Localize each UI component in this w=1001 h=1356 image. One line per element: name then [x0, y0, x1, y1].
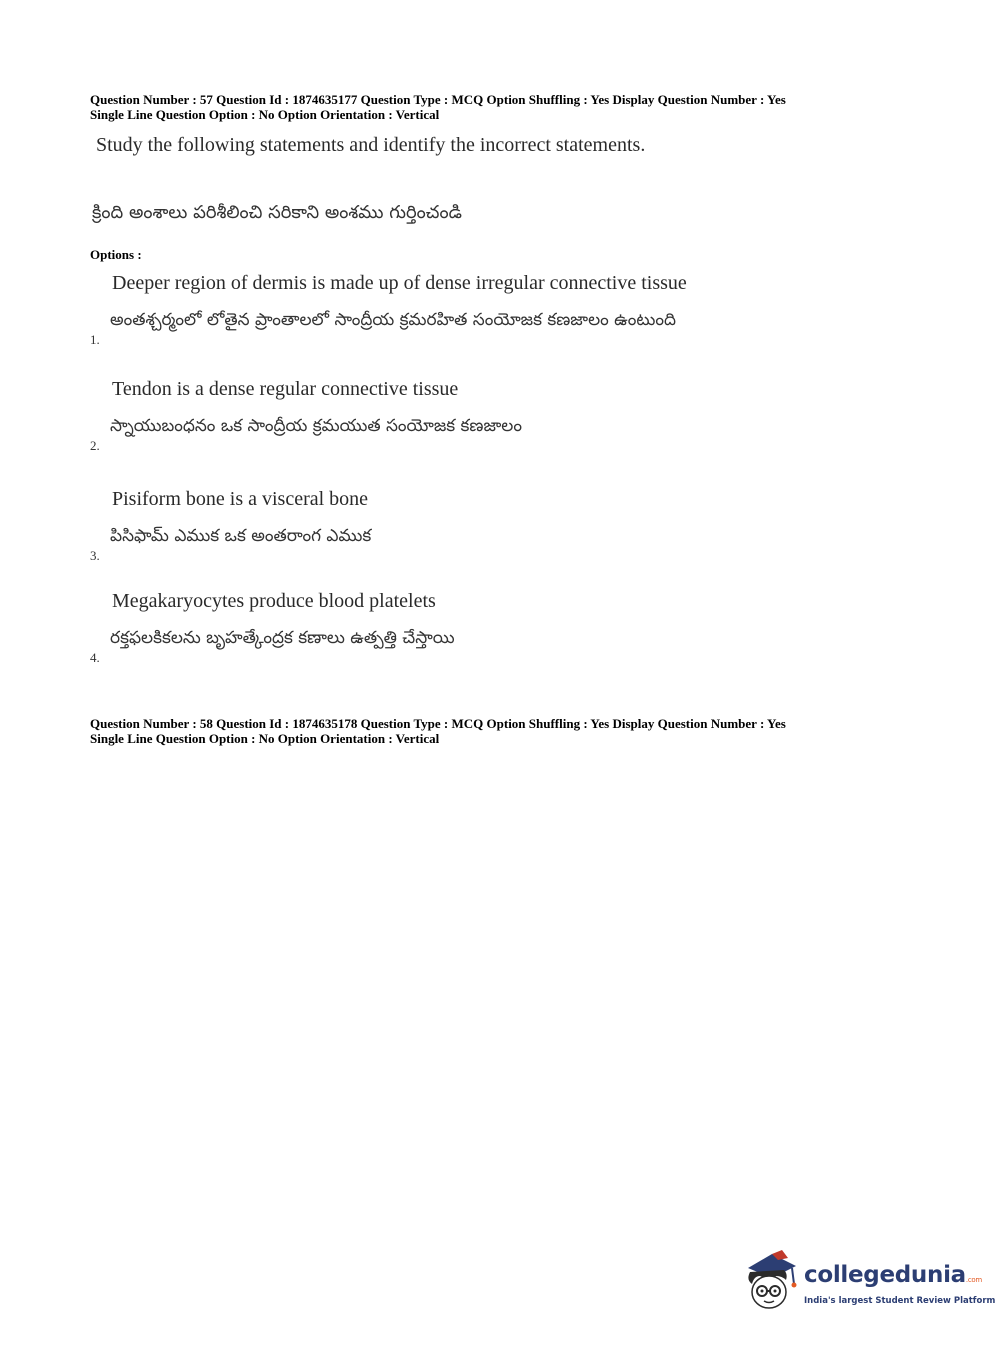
option-number: 3. [90, 548, 100, 563]
option-3 [88, 488, 908, 566]
option-text-telugu: పిసిఫామ్ ఎముక ఒక అంతరాంగ ఎముక [110, 526, 372, 546]
option-text-telugu: అంతశ్చర్మంలో లోతైన ప్రాంతాలలో సాంద్రీయ క్రమరహిత సంయోజక కణజాలం ఉంటుంది [110, 310, 676, 330]
option-text-english: Tendon is a dense regular connective tissue [112, 378, 459, 400]
metadata-line-2: Single Line Question Option : No Option Orientation : Vertical [90, 731, 440, 746]
logo-wordmark [804, 1262, 982, 1288]
logo-wordmark-text: collegedunia [804, 1262, 966, 1288]
metadata-line-1: Question Number : 57 Question Id : 1874635177 Question Type : MCQ Option Shuffling : Yes Display Question Number : Yes [90, 92, 786, 107]
question-text-telugu: క్రింది అంశాలు పరిశీలించి సరికాని అంశము గుర్తించండి [92, 202, 462, 223]
question-57-metadata [90, 92, 920, 122]
metadata-line-2: Single Line Question Option : No Option Orientation : Vertical [90, 107, 440, 122]
option-text-english: Megakaryocytes produce blood platelets [112, 590, 436, 612]
logo-tagline: India's largest Student Review Platform [804, 1296, 996, 1306]
collegedunia-logo [742, 1250, 996, 1316]
option-text-english: Pisiform bone is a visceral bone [112, 488, 369, 510]
logo-dotcom: .com [965, 1276, 982, 1284]
option-1 [88, 272, 908, 350]
option-number: 1. [90, 332, 100, 347]
option-number: 4. [90, 650, 100, 665]
option-4 [88, 590, 908, 668]
mascot-icon [742, 1250, 800, 1314]
option-text-telugu: రక్తఫలకికలను బృహత్కేంద్రక కణాలు ఉత్పత్తి చేస్తాయి [110, 628, 455, 648]
option-2 [88, 378, 908, 456]
question-58-metadata [90, 716, 920, 746]
options-label: Options : [90, 247, 142, 262]
option-text-telugu: స్నాయుబంధనం ఒక సాంద్రీయ క్రమయుత సంయోజక కణజాలం [110, 416, 522, 436]
option-text-english: Deeper region of dermis is made up of dense irregular connective tissue [112, 272, 687, 294]
question-text-english: Study the following statements and identify the incorrect statements. [96, 134, 646, 156]
option-number: 2. [90, 438, 100, 453]
metadata-line-1: Question Number : 58 Question Id : 1874635178 Question Type : MCQ Option Shuffling : Yes Display Question Number : Yes [90, 716, 786, 731]
